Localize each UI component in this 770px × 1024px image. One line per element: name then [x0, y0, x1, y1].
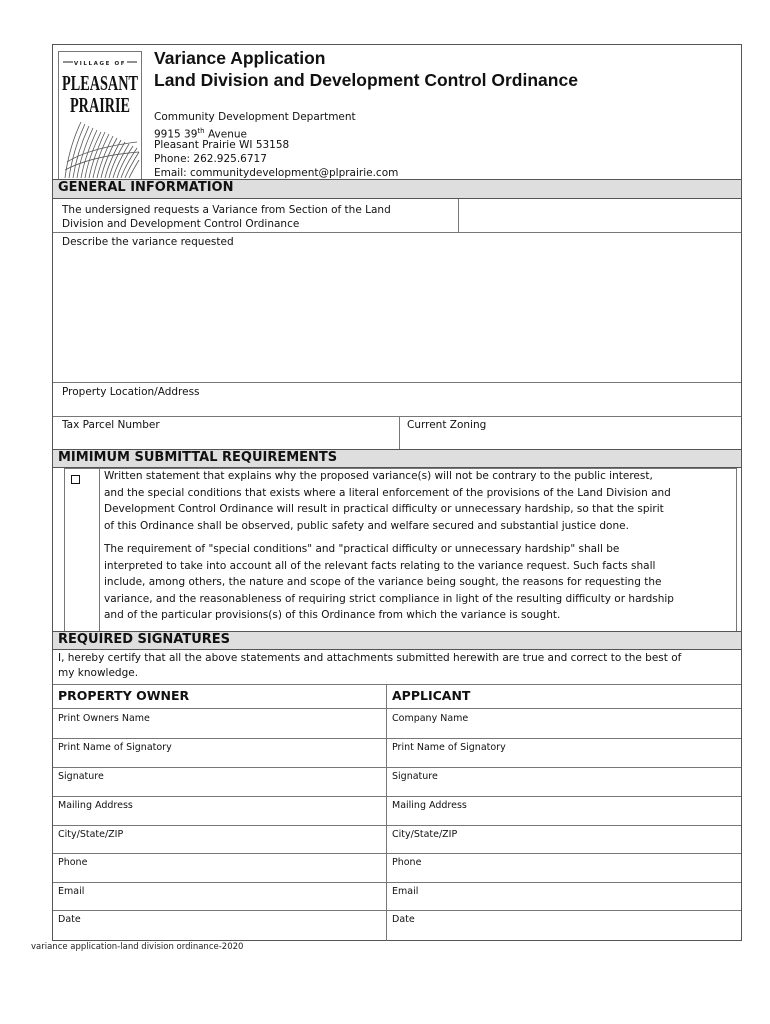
tax-parcel-label: Tax Parcel Number	[62, 419, 160, 431]
applicant-email-label: Email	[392, 886, 419, 897]
required-signatures-heading: REQUIRED SIGNATURES	[53, 631, 741, 650]
logo-pleasant-text: PLEASANT	[62, 71, 138, 95]
owner-name-input[interactable]	[54, 724, 385, 737]
applicant-date-input[interactable]	[388, 925, 740, 939]
describe-variance-input[interactable]	[54, 249, 740, 381]
certification-statement: I, hereby certify that all the above statements and attachments submitted herewith are true and correct to the best of my knowledge.	[58, 652, 682, 679]
applicant-phone-label: Phone	[392, 857, 422, 868]
written-statement-checkbox[interactable]	[71, 475, 80, 484]
applicant-mailing-label: Mailing Address	[392, 800, 467, 811]
owner-email-label: Email	[58, 886, 85, 897]
applicant-company-label: Company Name	[392, 713, 469, 724]
applicant-signature-input[interactable]	[388, 782, 740, 795]
logo-graphic	[59, 52, 141, 180]
applicant-company-input[interactable]	[388, 724, 740, 737]
form-subtitle: Land Division and Development Control Ordinance	[154, 70, 578, 90]
owner-city-input[interactable]	[54, 840, 385, 852]
owner-mailing-label: Mailing Address	[58, 800, 133, 811]
owner-mailing-input[interactable]	[54, 811, 385, 824]
logo-prairie-text: PRAIRIE	[70, 93, 130, 117]
applicant-phone-input[interactable]	[388, 868, 740, 881]
tax-parcel-input[interactable]	[54, 432, 398, 448]
owner-date-input[interactable]	[54, 925, 385, 939]
submittal-paragraph-1: Written statement that explains why the proposed variance(s) will not be contrary to the public interest, and the special conditions that exists where a literal enforcement of the provisions of the Land Division and Development Control Ordinance will result in practical difficulty or unnecessary hardship, so that the spirit of this Ordinance shall be observed, public safety and welfare secured and substantial justice done.	[104, 470, 671, 532]
applicant-city-input[interactable]	[388, 840, 740, 852]
applicant-date-label: Date	[392, 914, 415, 925]
form-footer: variance application-land division ordinance-2020	[31, 942, 244, 952]
submittal-paragraph-2: The requirement of "special conditions" and "practical difficulty or unnecessary hardship" shall be interpreted to take into account all of the relevant facts relating to the variance request. Such facts shall include, among others, the nature and scope of the variance being sought, the reasons for requesting the variance, and the reasonableness of requiring strict compliance in light of the resulting difficulty or hardship and of the particular provisions(s) of this Ordinance from which the variance is sought.	[104, 543, 674, 621]
owner-signatory-label: Print Name of Signatory	[58, 742, 172, 753]
applicant-city-label: City/State/ZIP	[392, 829, 458, 840]
owner-phone-input[interactable]	[54, 868, 385, 881]
logo-village-text: VILLAGE OF	[73, 61, 127, 67]
form-title: Variance Application	[154, 48, 326, 68]
variance-section-label: The undersigned requests a Variance from Section of the Land Division and Development Control Ordinance	[62, 204, 391, 230]
owner-city-label: City/State/ZIP	[58, 829, 124, 840]
current-zoning-input[interactable]	[401, 432, 740, 448]
owner-name-label: Print Owners Name	[58, 713, 150, 724]
variance-form	[52, 44, 742, 941]
applicant-mailing-input[interactable]	[388, 811, 740, 824]
owner-signature-input[interactable]	[54, 782, 385, 795]
applicant-email-input[interactable]	[388, 897, 740, 909]
describe-variance-label: Describe the variance requested	[62, 236, 234, 248]
submittal-requirements-heading: MIMIMUM SUBMITTAL REQUIREMENTS	[53, 449, 741, 468]
applicant-signatory-input[interactable]	[388, 753, 740, 766]
dept-city: Pleasant Prairie WI 53158	[154, 139, 290, 151]
owner-signatory-input[interactable]	[54, 753, 385, 766]
current-zoning-label: Current Zoning	[407, 419, 487, 431]
dept-phone: Phone: 262.925.6717	[154, 153, 267, 165]
dept-address: 9915 39th Avenue	[154, 127, 247, 141]
owner-phone-label: Phone	[58, 857, 88, 868]
village-logo	[58, 51, 142, 181]
owner-date-label: Date	[58, 914, 81, 925]
property-location-input[interactable]	[54, 397, 740, 415]
dept-email: Email: communitydevelopment@plprairie.com	[154, 167, 399, 179]
property-location-label: Property Location/Address	[62, 386, 200, 398]
applicant-signature-label: Signature	[392, 771, 438, 782]
dept-name: Community Development Department	[154, 111, 356, 123]
applicant-signatory-label: Print Name of Signatory	[392, 742, 506, 753]
owner-email-input[interactable]	[54, 897, 385, 909]
general-information-heading: GENERAL INFORMATION	[53, 179, 741, 199]
applicant-heading: APPLICANT	[392, 688, 471, 703]
property-owner-heading: PROPERTY OWNER	[58, 688, 190, 703]
variance-section-input[interactable]	[459, 200, 740, 231]
owner-signature-label: Signature	[58, 771, 104, 782]
